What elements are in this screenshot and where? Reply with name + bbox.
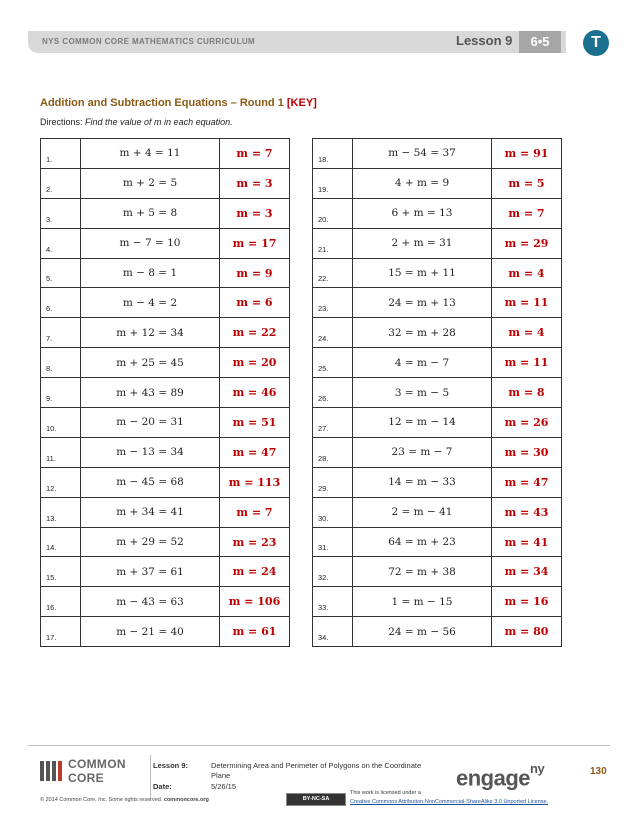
equation: m − 54 = 37: [353, 139, 492, 169]
problem-number: 29.: [313, 467, 353, 497]
equation: 14 = m − 33: [353, 467, 492, 497]
table-row: [313, 198, 562, 228]
problem-number: 9.: [41, 378, 81, 408]
equation: m + 4 = 11: [81, 139, 220, 169]
footer-lesson-key: Lesson 9:: [153, 761, 189, 770]
answer: m = 41: [492, 527, 562, 557]
footer-rule: [28, 745, 610, 746]
problem-number: 27.: [313, 408, 353, 438]
table-row: [41, 408, 290, 438]
problem-number: 13.: [41, 497, 81, 527]
answer: m = 16: [492, 587, 562, 617]
worksheet-title: [40, 97, 317, 109]
table-row: [313, 408, 562, 438]
teacher-badge-icon: T: [583, 30, 609, 56]
problem-number: 16.: [41, 587, 81, 617]
equation: 24 = m − 56: [353, 617, 492, 647]
table-row: [313, 527, 562, 557]
problem-number: 34.: [313, 617, 353, 647]
equation: 24 = m + 13: [353, 288, 492, 318]
engage-word: engage: [456, 765, 531, 791]
footer-lesson-title-2: Plane: [211, 771, 231, 780]
problem-number: 14.: [41, 527, 81, 557]
license-line-2: [350, 799, 548, 805]
table-row: [41, 437, 290, 467]
table-row: [313, 348, 562, 378]
problem-number: 1.: [41, 139, 81, 169]
table-row: [41, 288, 290, 318]
answer: m = 24: [220, 557, 290, 587]
table-row: [313, 467, 562, 497]
problem-number: 4.: [41, 228, 81, 258]
problem-number: 2.: [41, 168, 81, 198]
equations-table-left: [40, 138, 290, 647]
answer: m = 4: [492, 318, 562, 348]
equation: 72 = m + 38: [353, 557, 492, 587]
equation: m − 45 = 68: [81, 467, 220, 497]
answer: m = 3: [220, 198, 290, 228]
answer: m = 9: [220, 258, 290, 288]
problem-number: 6.: [41, 288, 81, 318]
problem-number: 17.: [41, 617, 81, 647]
grade-module-badge: 6•5: [519, 31, 561, 53]
problem-number: 26.: [313, 378, 353, 408]
equation: 23 = m − 7: [353, 437, 492, 467]
directions-label: Directions:: [40, 117, 86, 127]
answer: m = 29: [492, 228, 562, 258]
table-row: [41, 378, 290, 408]
equation: m − 8 = 1: [81, 258, 220, 288]
problem-number: 25.: [313, 348, 353, 378]
answer: m = 11: [492, 288, 562, 318]
problem-number: 11.: [41, 437, 81, 467]
common-core-bars-icon: [40, 761, 64, 781]
table-row: [313, 168, 562, 198]
equations-table-right: [312, 138, 562, 647]
table-row: [313, 228, 562, 258]
problem-number: 28.: [313, 437, 353, 467]
table-row: [313, 587, 562, 617]
answer: m = 22: [220, 318, 290, 348]
answer: m = 106: [220, 587, 290, 617]
answer: m = 51: [220, 408, 290, 438]
answer: m = 113: [220, 467, 290, 497]
curriculum-label: NYS COMMON CORE MATHEMATICS CURRICULUM: [42, 37, 256, 46]
worksheet-title-text: Addition and Subtraction Equations – Round 1: [40, 97, 284, 109]
problem-number: 19.: [313, 168, 353, 198]
problem-number: 10.: [41, 408, 81, 438]
table-row: [41, 198, 290, 228]
equation: m + 43 = 89: [81, 378, 220, 408]
problem-number: 12.: [41, 467, 81, 497]
problem-number: 31.: [313, 527, 353, 557]
answer: m = 20: [220, 348, 290, 378]
table-row: [313, 617, 562, 647]
equation: m − 4 = 2: [81, 288, 220, 318]
key-label: [KEY]: [286, 97, 317, 109]
common-core-logo: [40, 757, 150, 785]
copyright: [40, 797, 209, 803]
equation: m + 37 = 61: [81, 557, 220, 587]
problem-number: 8.: [41, 348, 81, 378]
answer: m = 7: [492, 198, 562, 228]
cc-license-badge: BY-NC-SA: [286, 793, 346, 806]
equation: m − 13 = 34: [81, 437, 220, 467]
table-row: [313, 139, 562, 169]
table-row: [313, 557, 562, 587]
equation: m + 25 = 45: [81, 348, 220, 378]
engageny-logo: [456, 761, 545, 791]
problem-number: 33.: [313, 587, 353, 617]
table-row: [41, 467, 290, 497]
table-row: [41, 617, 290, 647]
answer: m = 91: [492, 139, 562, 169]
table-row: [313, 497, 562, 527]
license-line-1: This work is licensed under a: [350, 790, 421, 796]
equation: m − 21 = 40: [81, 617, 220, 647]
equation: 12 = m − 14: [353, 408, 492, 438]
table-row: [313, 288, 562, 318]
answer: m = 11: [492, 348, 562, 378]
answer: m = 23: [220, 527, 290, 557]
equation: 64 = m + 23: [353, 527, 492, 557]
table-row: [41, 557, 290, 587]
answer: m = 34: [492, 557, 562, 587]
equation: 2 + m = 31: [353, 228, 492, 258]
table-row: [41, 228, 290, 258]
answer: m = 8: [492, 378, 562, 408]
footer-divider: [150, 755, 151, 801]
equation: m − 43 = 63: [81, 587, 220, 617]
directions: [40, 117, 233, 127]
problem-number: 30.: [313, 497, 353, 527]
copyright-prefix: © 2014 Common Core, Inc. Some rights reserved.: [40, 797, 164, 803]
equation: m + 5 = 8: [81, 198, 220, 228]
answer: m = 4: [492, 258, 562, 288]
problem-number: 20.: [313, 198, 353, 228]
lesson-label: Lesson 9: [456, 33, 513, 48]
equation: 1 = m − 15: [353, 587, 492, 617]
equation: m − 20 = 31: [81, 408, 220, 438]
table-row: [41, 348, 290, 378]
logo-word-core: CORE: [68, 771, 104, 785]
equation: 3 = m − 5: [353, 378, 492, 408]
answer: m = 26: [492, 408, 562, 438]
equation: 4 = m − 7: [353, 348, 492, 378]
footer-lesson-title-1: Determining Area and Perimeter of Polygons on the Coordinate: [211, 761, 422, 770]
problem-number: 32.: [313, 557, 353, 587]
footer-date-key: Date:: [153, 782, 172, 791]
answer: m = 17: [220, 228, 290, 258]
table-row: [41, 318, 290, 348]
equation: m + 34 = 41: [81, 497, 220, 527]
equation: 4 + m = 9: [353, 168, 492, 198]
table-row: [313, 378, 562, 408]
logo-word-common: COMMON: [68, 757, 126, 771]
license-link[interactable]: Creative Commons Attribution-NonCommercial-ShareAlike 3.0 Unported License.: [350, 799, 549, 805]
problem-number: 23.: [313, 288, 353, 318]
problem-number: 24.: [313, 318, 353, 348]
equation: 6 + m = 13: [353, 198, 492, 228]
table-row: [41, 587, 290, 617]
answer: m = 30: [492, 437, 562, 467]
answer: m = 61: [220, 617, 290, 647]
table-row: [41, 497, 290, 527]
answer: m = 43: [492, 497, 562, 527]
equation: 32 = m + 28: [353, 318, 492, 348]
problem-number: 5.: [41, 258, 81, 288]
answer: m = 47: [492, 467, 562, 497]
problem-number: 21.: [313, 228, 353, 258]
problem-number: 7.: [41, 318, 81, 348]
copyright-site: commoncore.org: [163, 797, 209, 803]
table-row: [313, 258, 562, 288]
equation: m + 12 = 34: [81, 318, 220, 348]
table-row: [41, 527, 290, 557]
engage-ny: ny: [530, 761, 545, 776]
table-row: [41, 168, 290, 198]
answer: m = 6: [220, 288, 290, 318]
directions-text: Find the value of m in each equation.: [85, 117, 233, 127]
page-number: 130: [590, 766, 607, 777]
equation: 15 = m + 11: [353, 258, 492, 288]
problem-number: 22.: [313, 258, 353, 288]
equation: m + 2 = 5: [81, 168, 220, 198]
answer: m = 3: [220, 168, 290, 198]
problem-number: 15.: [41, 557, 81, 587]
answer: m = 7: [220, 139, 290, 169]
table-row: [313, 437, 562, 467]
problem-number: 18.: [313, 139, 353, 169]
answer: m = 7: [220, 497, 290, 527]
answer: m = 47: [220, 437, 290, 467]
answer: m = 46: [220, 378, 290, 408]
problem-number: 3.: [41, 198, 81, 228]
equation: m − 7 = 10: [81, 228, 220, 258]
equation: m + 29 = 52: [81, 527, 220, 557]
answer: m = 80: [492, 617, 562, 647]
table-row: [41, 258, 290, 288]
equation: 2 = m − 41: [353, 497, 492, 527]
answer: m = 5: [492, 168, 562, 198]
footer-date-value: 5/26/15: [211, 782, 237, 791]
table-row: [41, 139, 290, 169]
table-row: [313, 318, 562, 348]
